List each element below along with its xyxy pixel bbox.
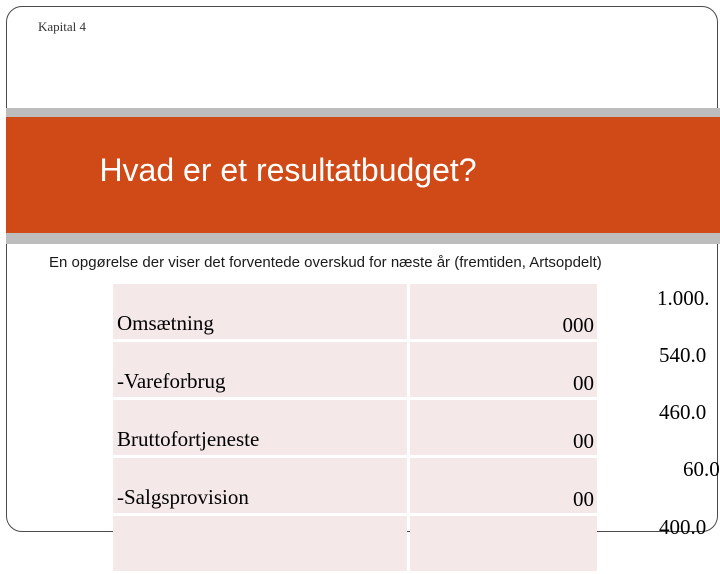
row-label: -Vareforbrug [113, 342, 407, 397]
row-value-head: 60.0 [683, 457, 720, 481]
row-value-head: 1.000. [657, 286, 710, 310]
slide-subtitle: En opgørelse der viser det forventede overskud for næste år (fremtiden, Artsopdelt) [49, 254, 602, 271]
table-row [113, 284, 597, 339]
row-value-tail: 000 [410, 284, 597, 339]
slide-title: Hvad er et resultatbudget? [99, 151, 477, 188]
row-label: Omsætning [113, 284, 407, 339]
row-value-head: 400.0 [659, 515, 707, 539]
row-value-tail [410, 516, 597, 571]
table-row [113, 342, 597, 397]
row-value-tail: 00 [410, 400, 597, 455]
row-value-head: 540.0 [659, 343, 707, 367]
table-row [113, 458, 597, 513]
table-row [113, 516, 597, 571]
row-value-head: 460.0 [659, 400, 707, 424]
row-value-tail: 00 [410, 342, 597, 397]
row-label [113, 516, 407, 571]
table-row [113, 400, 597, 455]
row-label: Bruttofortjeneste [113, 400, 407, 455]
row-value-tail: 00 [410, 458, 597, 513]
overflow-values-column [600, 0, 720, 540]
chapter-label: Kapital 4 [38, 19, 87, 34]
row-label: -Salgsprovision [113, 458, 407, 513]
budget-table [110, 281, 600, 574]
